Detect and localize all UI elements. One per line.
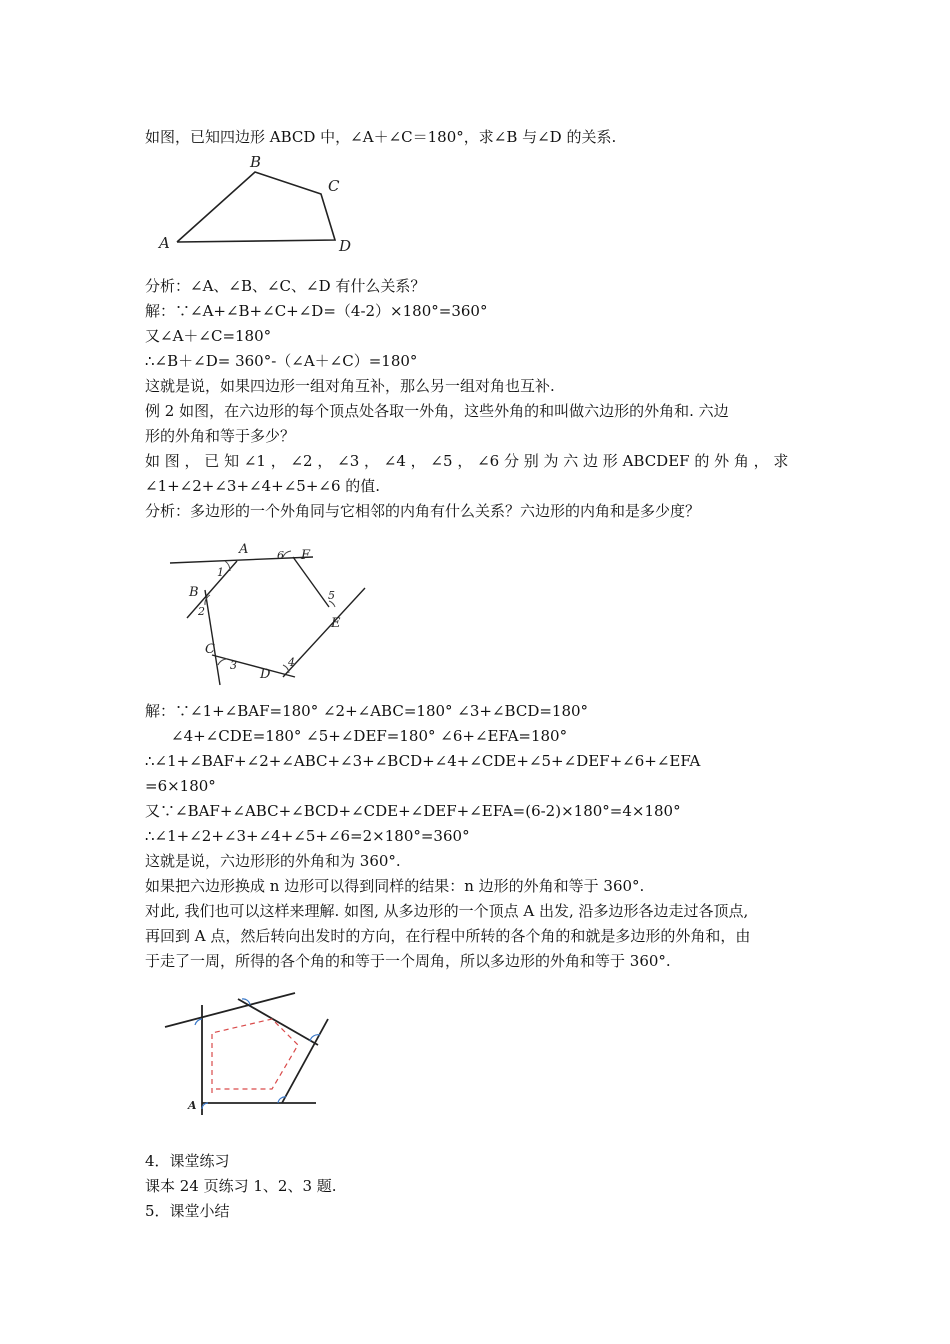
label-quad-a: A	[159, 234, 170, 252]
solution-2-step-4: =6×180°	[145, 777, 216, 795]
solution-2-step-1: 解：∵∠1+∠BAF=180° ∠2+∠ABC=180° ∠3+∠BCD=180°	[145, 702, 589, 720]
angle-label-5: 5	[328, 589, 335, 602]
solution-2-step-6: ∴∠1+∠2+∠3+∠4+∠5+∠6=2×180°=360°	[145, 827, 470, 845]
explanation-2: 再回到 A 点，然后转向出发时的方向，在行程中所转的各个角的和就是多边形的外角和，由	[145, 927, 751, 945]
section-5-title: 5．课堂小结	[145, 1202, 230, 1220]
angle-label-1: 1	[217, 566, 224, 579]
label-quad-d: D	[339, 237, 352, 255]
explanation-3: 于走了一周，所得的各个角的和等于一个周角，所以多边形的外角和等于 360°.	[145, 952, 671, 970]
analysis-2: 分析：多边形的一个外角同与它相邻的内角有什么关系？六边形的内角和是多少度？	[145, 502, 701, 520]
label-hex-f: F	[301, 548, 311, 563]
angle-label-2: 2	[198, 605, 205, 618]
exterior-angle-arcs	[195, 999, 320, 1109]
problem-statement: 如图，已知四边形 ABCD 中，∠A＋∠C＝180°，求∠B 与∠D 的关系.	[145, 128, 617, 146]
pentagon-walk-figure	[160, 985, 360, 1130]
example-2-question: 形的外角和等于多少？	[145, 427, 296, 445]
angle-label-3: 3	[230, 659, 237, 672]
solution-1-step-3: ∴∠B＋∠D= 360°-（∠A＋∠C）=180°	[145, 352, 418, 370]
conclusion-2: 这就是说，六边形形的外角和为 360°.	[145, 852, 401, 870]
given-angles: 如 图 ， 已 知 ∠1 ， ∠2 ， ∠3 ， ∠4 ， ∠5 ， ∠6 分 别 为 六 边 形 ABCDEF 的 外 角 ， 求	[145, 452, 789, 470]
solution-2-step-2: ∠4+∠CDE=180° ∠5+∠DEF=180° ∠6+∠EFA=180°	[171, 727, 568, 745]
solution-1-step-1: 解：∵∠A+∠B+∠C+∠D=（4-2）×180°=360°	[145, 302, 488, 320]
quadrilateral-figure	[145, 150, 365, 260]
exercise-reference: 课本 24 页练习 1、2、3 题.	[145, 1177, 337, 1195]
label-hex-a: A	[239, 542, 249, 557]
quadrilateral-abcd	[177, 172, 335, 242]
label-walk-a: A	[188, 1099, 197, 1112]
explanation-1: 对此, 我们也可以这样来理解. 如图, 从多边形的一个顶点 A 出发, 沿多边形各边走过各顶点,	[145, 902, 749, 920]
generalization: 如果把六边形换成 n 边形可以得到同样的结果：n 边形的外角和等于 360°.	[145, 877, 645, 895]
solution-2-step-3: ∴∠1+∠BAF+∠2+∠ABC+∠3+∠BCD+∠4+∠CDE+∠5+∠DEF+∠6+∠EFA	[145, 752, 701, 770]
label-hex-e: E	[331, 616, 341, 631]
solution-2-step-5: 又∵∠BAF+∠ABC+∠BCD+∠CDE+∠DEF+∠EFA=(6-2)×180°=4×180°	[145, 802, 681, 820]
label-hex-b: B	[189, 585, 199, 600]
label-hex-d: D	[260, 667, 271, 682]
hexagon-figure	[165, 535, 380, 690]
section-4-title: 4．课堂练习	[145, 1152, 230, 1170]
find-sum: ∠1+∠2+∠3+∠4+∠5+∠6 的值.	[145, 477, 381, 495]
angle-label-6: 6	[277, 549, 284, 562]
solution-1-step-2: 又∠A＋∠C=180°	[145, 327, 272, 345]
conclusion-1: 这就是说，如果四边形一组对角互补，那么另一组对角也互补.	[145, 377, 555, 395]
label-hex-c: C	[205, 642, 215, 657]
angle-label-4: 4	[288, 656, 295, 669]
example-2-title: 例 2 如图，在六边形的每个顶点处各取一外角，这些外角的和叫做六边形的外角和. 六边	[145, 402, 729, 420]
analysis-1: 分析：∠A、∠B、∠C、∠D 有什么关系？	[145, 277, 426, 295]
label-quad-b: B	[250, 153, 262, 171]
label-quad-c: C	[328, 177, 340, 195]
dashed-walk-path	[212, 1019, 298, 1093]
